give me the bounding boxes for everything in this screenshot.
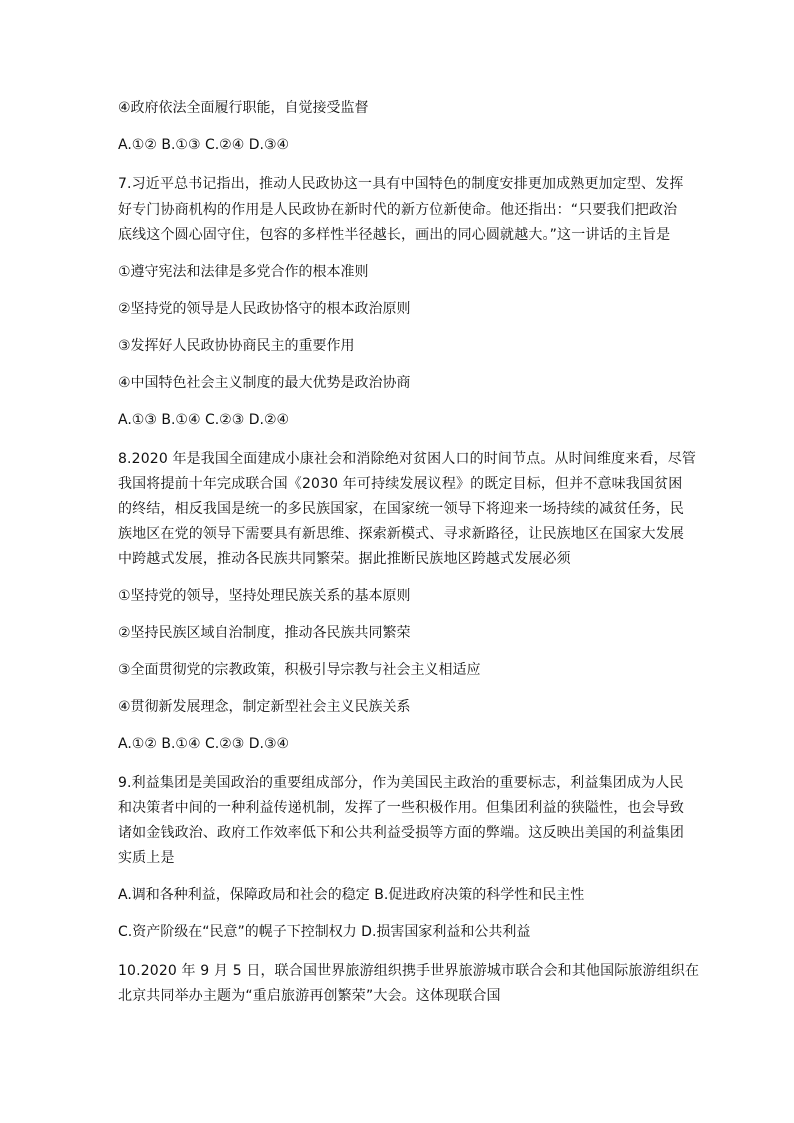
q9-stem-line: 9.利益集团是美国政治的重要组成部分，作为美国民主政治的重要标志，利益集团成为人民 (118, 775, 684, 791)
q6-option-4: ④政府依法全面履行职能，自觉接受监督 (118, 100, 369, 116)
q9-choices-cd: C.资产阶级在“民意”的幌子下控制权力 D.损害国家利益和公共利益 (118, 924, 531, 940)
q8-option-4: ④贯彻新发展理念，制定新型社会主义民族关系 (118, 699, 411, 715)
q8-stem-line: 族地区在党的领导下需要具有新思维、探索新模式、寻求新路径，让民族地区在国家大发展 (118, 526, 684, 542)
q8-option-1: ①坚持党的领导，坚持处理民族关系的基本原则 (118, 588, 411, 604)
q8-stem-line: 的终结，相反我国是统一的多民族国家，在国家统一领导下将迎来一场持续的减贫任务，民 (118, 501, 684, 517)
q8-option-2: ②坚持民族区域自治制度，推动各民族共同繁荣 (118, 625, 411, 641)
q8-stem-line: 中跨越式发展，推动各民族共同繁荣。据此推断民族地区跨越式发展必须 (118, 551, 571, 567)
q7-option-3: ③发挥好人民政协协商民主的重要作用 (118, 338, 355, 354)
q9-stem-line: 诸如金钱政治、政府工作效率低下和公共利益受损等方面的弊端。这反映出美国的利益集团 (118, 825, 684, 841)
q8-stem-line: 我国将提前十年完成联合国《2030 年可持续发展议程》的既定目标，但并不意味我国贫困 (118, 476, 683, 492)
q9-stem-line: 和决策者中间的一种利益传递机制，发挥了一些积极作用。但集团利益的狭隘性，也会导致 (118, 800, 684, 816)
q8-option-3: ③全面贯彻党的宗教政策，积极引导宗教与社会主义相适应 (118, 662, 481, 678)
q6-choices: A.①② B.①③ C.②④ D.③④ (118, 137, 290, 153)
q7-option-4: ④中国特色社会主义制度的最大优势是政治协商 (118, 375, 411, 391)
q8-stem-line: 8.2020 年是我国全面建成小康社会和消除绝对贫困人口的时间节点。从时间维度来看，尽管 (118, 451, 697, 467)
q7-option-2: ②坚持党的领导是人民政协恪守的根本政治原则 (118, 301, 411, 317)
q9-choices-ab: A.调和各种利益，保障政局和社会的稳定 B.促进政府决策的科学性和民主性 (118, 887, 585, 903)
q7-stem-line: 好专门协商机构的作用是人民政协在新时代的新方位新使命。他还指出：“只要我们把政治 (118, 202, 678, 218)
q7-option-1: ①遵守宪法和法律是多党合作的根本准则 (118, 264, 369, 280)
q10-stem-line: 10.2020 年 9 月 5 日，联合国世界旅游组织携手世界旅游城市联合会和其他国际旅游组织在 (118, 963, 700, 979)
q7-stem-line: 7.习近平总书记指出，推动人民政协这一具有中国特色的制度安排更加成熟更加定型、发挥 (118, 176, 684, 192)
q9-stem-line: 实质上是 (118, 850, 175, 866)
q7-choices: A.①③ B.①④ C.②③ D.②④ (118, 412, 290, 428)
q8-choices: A.①② B.①④ C.②③ D.③④ (118, 736, 290, 752)
q7-stem-line: 底线这个圆心固守住，包容的多样性半径越长，画出的同心圆就越大。”这一讲话的主旨是 (118, 227, 671, 243)
q10-stem-line: 北京共同举办主题为“重启旅游再创繁荣”大会。这体现联合国 (118, 988, 501, 1004)
